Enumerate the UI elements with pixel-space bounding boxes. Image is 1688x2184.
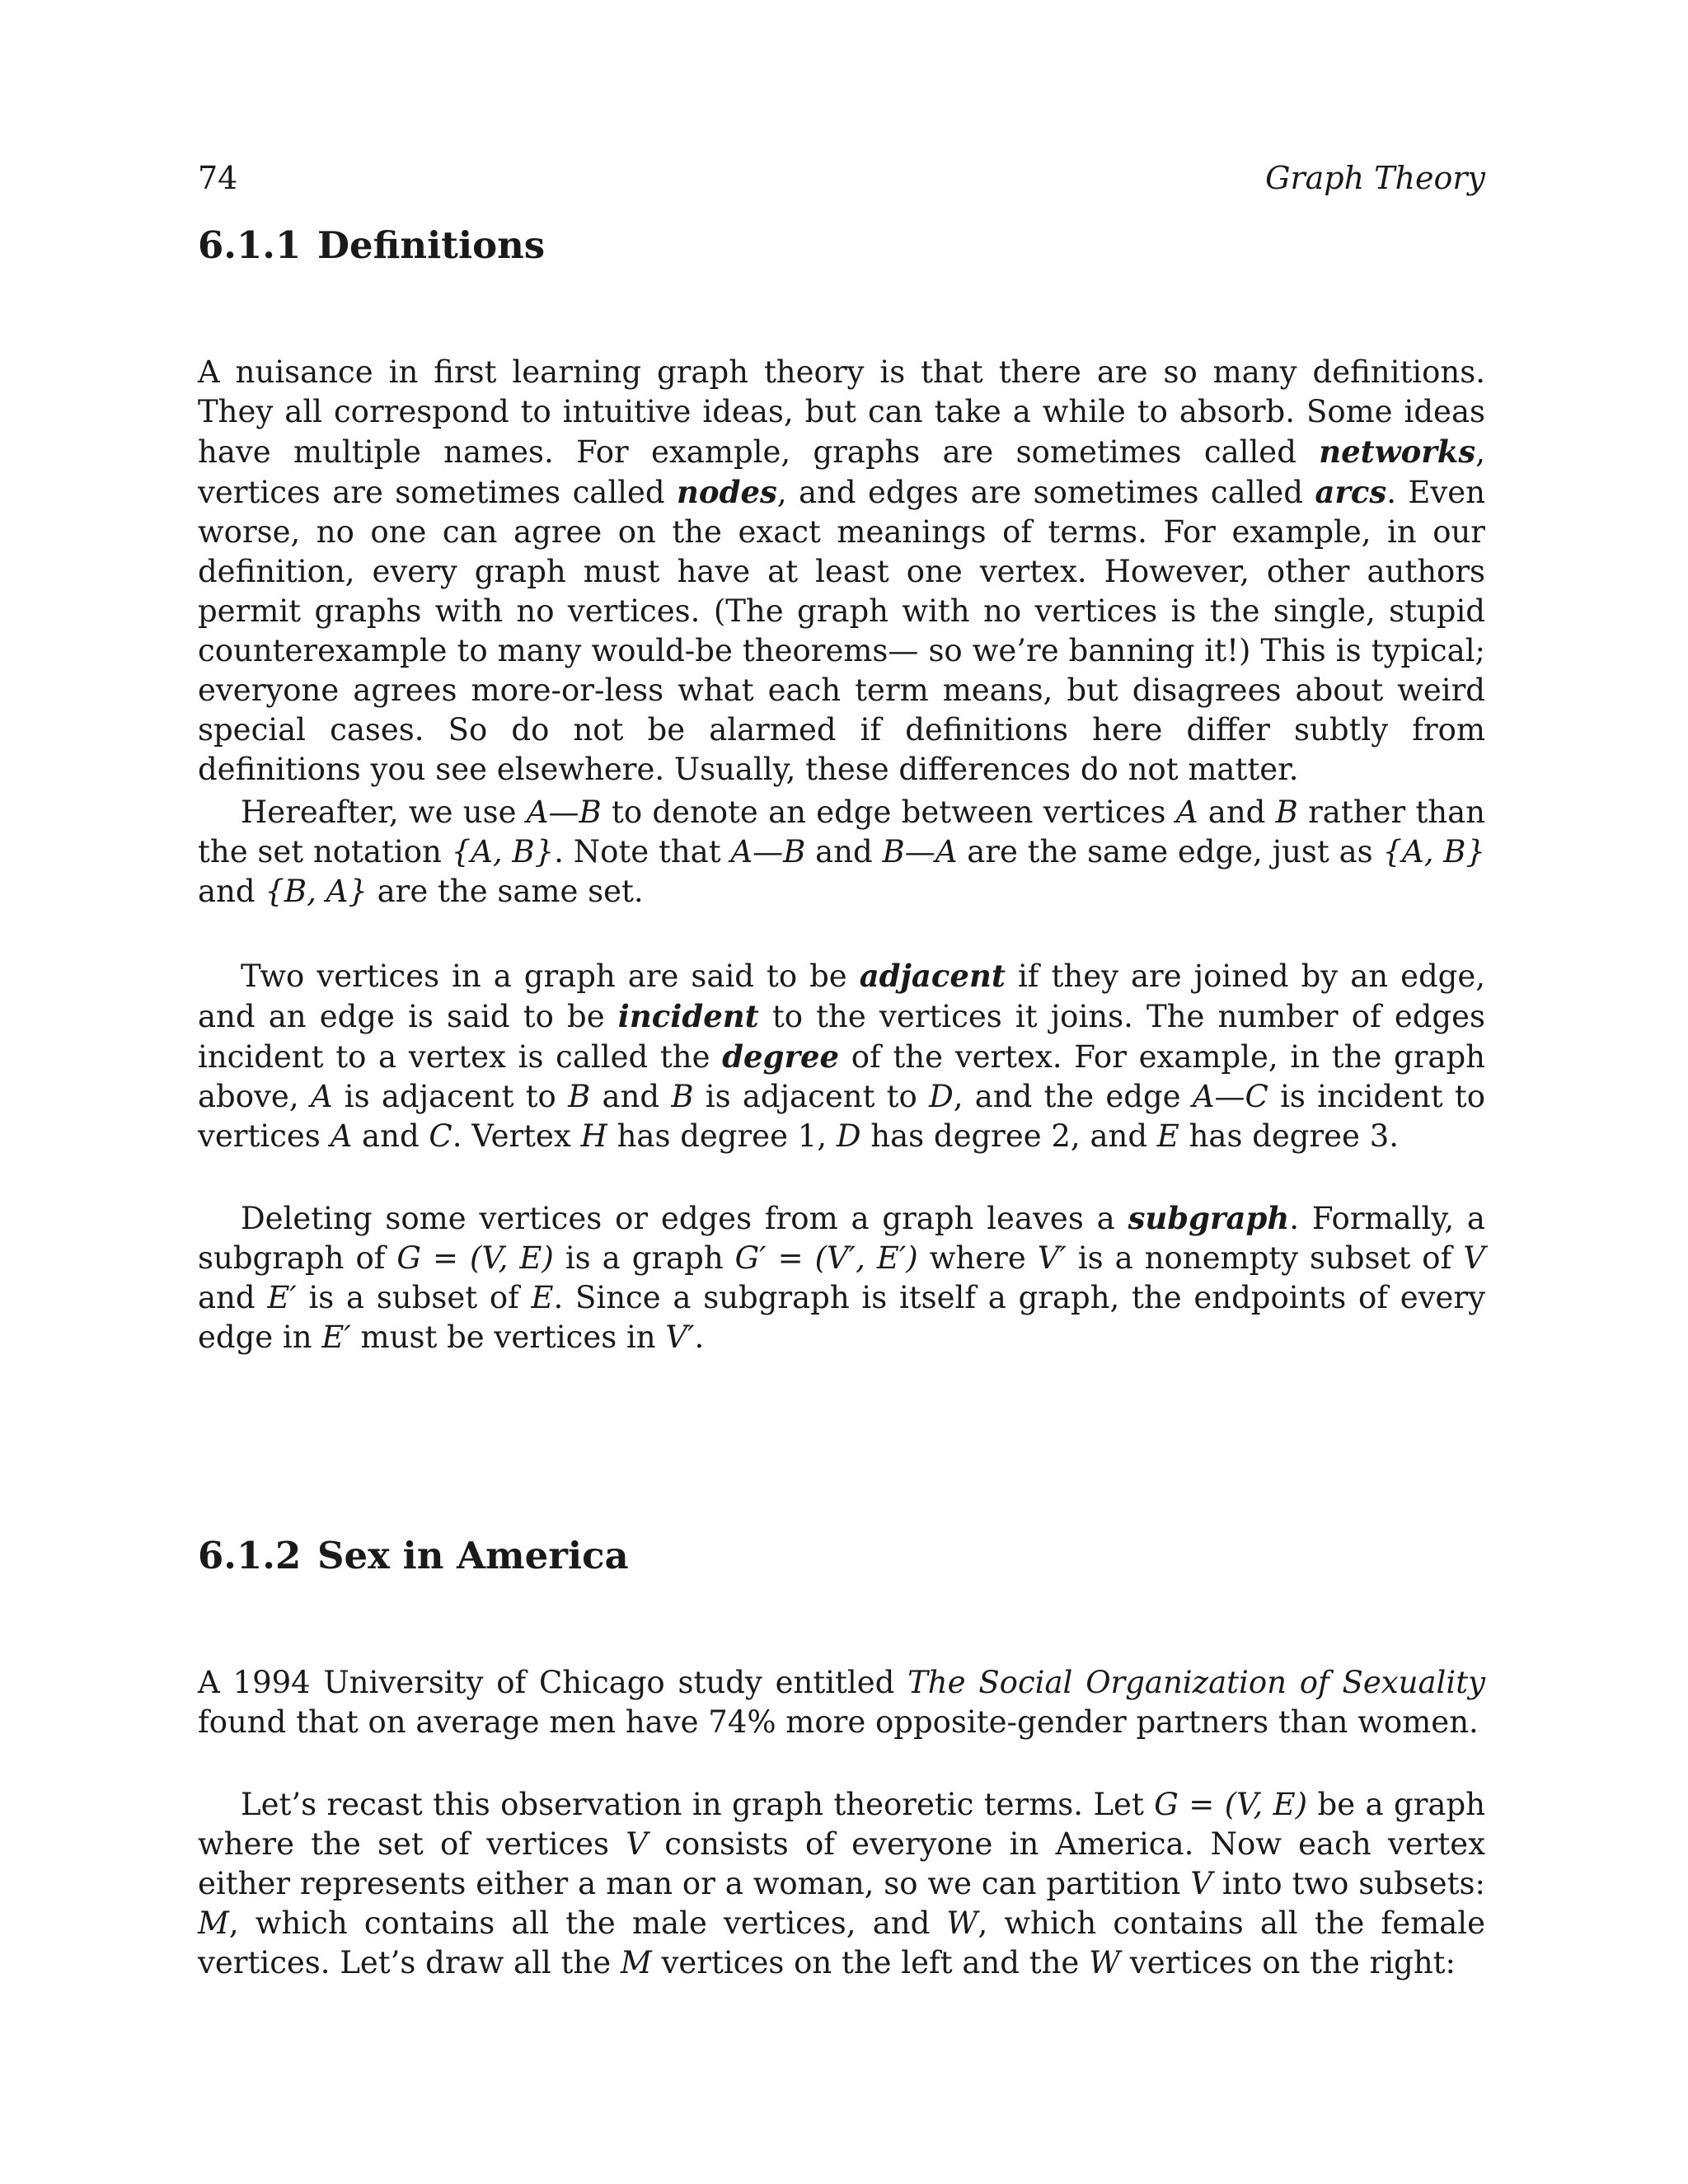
text-run: is a graph [553, 1240, 735, 1276]
term-adjacent: adjacent [859, 958, 1006, 994]
text-run: Deleting some vertices or edges from a graph leaves a [241, 1201, 1128, 1236]
paragraph-definitions-intro [198, 353, 1485, 790]
math-symbol: E [531, 1280, 554, 1315]
math-symbol: V [1463, 1240, 1486, 1276]
math-symbol: D [929, 1079, 954, 1114]
text-run: where [917, 1240, 1038, 1276]
text-run: be a graph where the set of vertices [198, 1787, 1485, 1862]
math: A—B [526, 794, 602, 830]
math-symbol: H [580, 1118, 607, 1154]
text-run: to the vertices it joins. The number of edges incident to a vertex is called the [198, 999, 1485, 1075]
text-run: , and the edge [953, 1079, 1193, 1114]
math: {B, A} [265, 874, 368, 909]
math: B—A [882, 834, 958, 869]
text-run: found that on average men have 74% more opposite-gender partners than women. [198, 1704, 1479, 1740]
section-number: 6.1.2 [198, 1534, 302, 1577]
math: {A, B} [1382, 834, 1485, 869]
text-run: is a nonempty subset of [1066, 1240, 1464, 1276]
term-degree: degree [722, 1038, 840, 1075]
section-number: 6.1.1 [198, 223, 302, 267]
text-run: if they are joined by an edge, and an edge is said to be [198, 958, 1486, 1034]
math-symbol: G′ = (V′, E′) [734, 1240, 918, 1276]
paragraph-adjacency-degree [198, 956, 1485, 1156]
term-arcs: arcs [1315, 474, 1387, 510]
text-run: vertices on the left and the [651, 1945, 1090, 1980]
math: {A, B} [451, 834, 555, 869]
text-run: has degree 2, and [860, 1118, 1157, 1154]
text-run: Hereafter, we use [241, 794, 527, 830]
text-run: and [198, 874, 265, 909]
math-symbol: V [1190, 1866, 1212, 1901]
running-title: Graph Theory [1265, 160, 1485, 196]
text-run: is adjacent to [693, 1079, 930, 1114]
math-symbol: V′ [1037, 1240, 1067, 1276]
text-run: must be vertices in [350, 1319, 666, 1355]
text-run: . Formally, a subgraph of [198, 1201, 1485, 1276]
text-run: and [1198, 794, 1276, 830]
text-run: has degree 1, [607, 1118, 837, 1154]
math-symbol: V′ [665, 1319, 695, 1355]
math-symbol: M [620, 1945, 652, 1980]
cited-title: The Social Organization of Sexuality [907, 1665, 1485, 1700]
text-run: and [198, 1280, 268, 1315]
text-run: . Vertex [452, 1118, 581, 1154]
math-symbol: G = (V, E) [1154, 1787, 1308, 1822]
math-symbol: V [626, 1826, 648, 1862]
paragraph-graph-recast [198, 1785, 1485, 1983]
math-symbol: A [310, 1079, 333, 1114]
text-run: is incident to vertices [198, 1079, 1486, 1154]
term-subgraph: subgraph [1128, 1200, 1290, 1236]
term-incident: incident [617, 998, 759, 1034]
math-symbol: D [836, 1118, 861, 1154]
math-symbol: E′ [321, 1319, 351, 1355]
term-nodes: nodes [677, 474, 777, 510]
paragraph-chicago-study [198, 1663, 1485, 1742]
text-run: . Even worse, no one can agree on the exact meanings of terms. For example, in our definition, every graph must have at least one vertex. However, other authors permit graphs with no vertices. (The graph with no vertices is the single, stupid counterexample to many would-be theorems— so we’re banning it!) This is typical; everyone agrees more-or-less what each term means, but disagrees about weird special cases. So do not be alarmed if definitions here differ subtly from definitions you see elsewhere. Usually, these differences do not matter. [198, 475, 1485, 787]
text-run: . Note that [554, 834, 731, 869]
text-run: and [352, 1118, 429, 1154]
section-title: Sex in America [317, 1534, 629, 1577]
math-symbol: B [671, 1079, 694, 1114]
text-run: to denote an edge between vertices [601, 794, 1176, 830]
section-heading-definitions [198, 221, 545, 270]
text-run: is adjacent to [332, 1079, 569, 1114]
paragraph-edge-notation [198, 793, 1485, 912]
paragraph-subgraph [198, 1198, 1485, 1357]
math-symbol: E [1156, 1118, 1179, 1154]
text-run: of the vertex. For example, in the graph above, [198, 1039, 1485, 1114]
math: A—B [730, 834, 806, 869]
text-run: into two subsets: [1212, 1866, 1485, 1901]
text-run: vertices on the right: [1120, 1945, 1456, 1980]
text-run: has degree 3. [1179, 1118, 1400, 1154]
math-symbol: G = (V, E) [396, 1240, 554, 1276]
text-run: Let’s recast this observation in graph theoretic terms. Let [241, 1787, 1155, 1822]
text-run: , which contains all the female vertices. Let’s draw all the [198, 1905, 1485, 1980]
section-heading-sex-in-america [198, 1531, 629, 1581]
text-run: is a subset of [296, 1280, 532, 1315]
term-networks: networks [1319, 434, 1476, 470]
section-title: Definitions [317, 223, 546, 267]
text-run: rather than the set notation [198, 794, 1485, 869]
text-run: are the same edge, just as [957, 834, 1383, 869]
text-run: A nuisance in first learning graph theory is that there are so many definitions. They all correspond to intuitive ideas, but can take a while to absorb. Some ideas have multiple names. For example, graphs are sometimes called [198, 354, 1485, 470]
math-symbol: C [429, 1118, 452, 1154]
text-run: , and edges are sometimes called [776, 475, 1315, 510]
math-symbol: B [568, 1079, 591, 1114]
math-symbol: W [1089, 1945, 1121, 1980]
text-run: . [694, 1319, 705, 1355]
text-run: . Since a subgraph is itself a graph, the endpoints of every edge in [198, 1280, 1485, 1355]
text-run: A 1994 University of Chicago study entitled [198, 1665, 908, 1700]
text-run: and [590, 1079, 672, 1114]
text-run: Two vertices in a graph are said to be [241, 958, 860, 994]
math-symbol: A—C [1192, 1079, 1268, 1114]
text-run: consists of everyone in America. Now each vertex either represents either a man or a woman, so we can partition [198, 1826, 1485, 1901]
text-run: and [805, 834, 883, 869]
math-symbol: W [946, 1905, 978, 1941]
math-symbol: E′ [267, 1280, 297, 1315]
text-run: , which contains all the male vertices, and [228, 1905, 947, 1941]
math-symbol: A [330, 1118, 353, 1154]
math: A [1175, 794, 1198, 830]
page-number: 74 [198, 160, 238, 196]
math-symbol: M [198, 1905, 229, 1941]
math: B [1275, 794, 1298, 830]
text-run: , vertices are sometimes called [198, 434, 1485, 510]
text-run: are the same set. [367, 874, 644, 909]
